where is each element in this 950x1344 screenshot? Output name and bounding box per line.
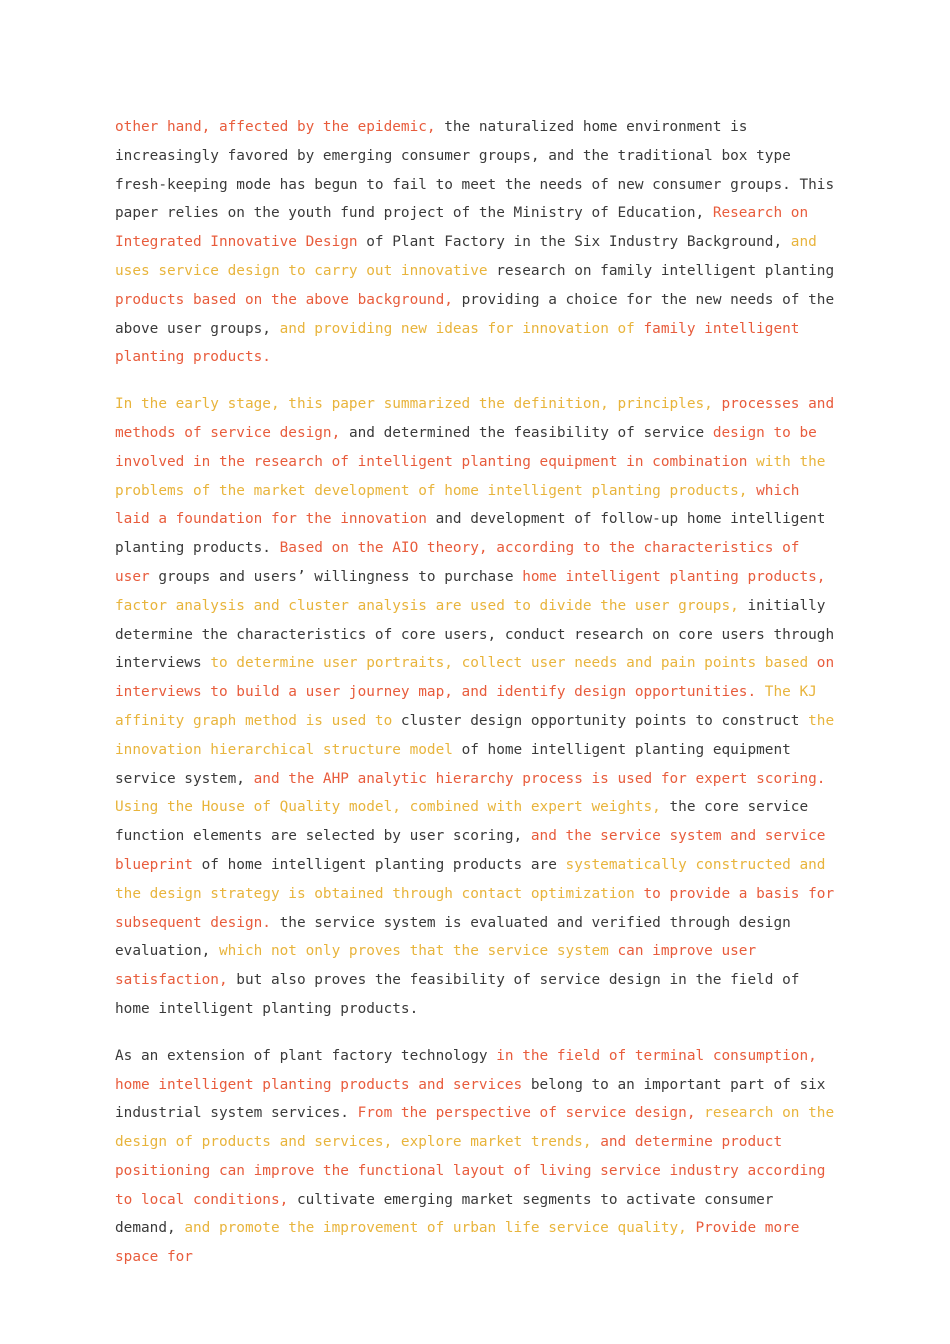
text-segment: products based on the above background, xyxy=(115,291,462,308)
text-segment: the innovation hierarchical structure model xyxy=(115,712,835,758)
text-segment: research on family intelligent planting xyxy=(496,262,835,279)
text-segment: of home intelligent planting products are xyxy=(201,856,566,873)
text-segment: and the AHP analytic hierarchy process is used for expert scoring. xyxy=(253,770,826,787)
text-segment: and the service system and service blueprint xyxy=(115,828,826,873)
text-segment: but also proves the feasibility of service design in the field of home intelligent planting products. xyxy=(115,972,800,1017)
text-segment: processes and methods of service design, xyxy=(115,396,835,441)
text-segment: research on the design of products and services, explore market trends, xyxy=(115,1105,835,1151)
text-segment: to provide a basis for subsequent design. xyxy=(115,885,835,931)
document-page xyxy=(115,113,835,1290)
text-segment: in the field of terminal consumption, home intelligent planting products and services xyxy=(115,1047,817,1093)
text-segment: of home intelligent planting equipment service system, xyxy=(115,741,791,787)
text-segment: design to be involved in the research of intelligent planting equipment in combination xyxy=(115,424,817,470)
text-segment: the service system is evaluated and verified through design evaluation, xyxy=(115,914,791,960)
paragraph-1 xyxy=(115,113,835,372)
text-segment: which not only proves that the service system xyxy=(218,943,618,960)
text-segment: the core service function elements are selected by user scoring, xyxy=(115,799,809,845)
text-segment: and determined the feasibility of service xyxy=(348,424,713,441)
text-segment: on interviews to build a user journey map, and identify design opportunities. xyxy=(115,655,835,701)
text-segment: family intelligent planting products. xyxy=(115,320,800,366)
text-segment: providing a choice for the new needs of the above user groups, xyxy=(115,291,835,337)
text-segment: to determine user portraits, collect user needs and pain points based xyxy=(210,655,817,672)
text-segment: factor analysis and cluster analysis are used to divide the user groups, xyxy=(115,597,748,614)
text-segment: and determine product positioning can improve the functional layout of living service industry according to local conditions, xyxy=(115,1134,826,1208)
paragraph-2 xyxy=(115,390,835,1024)
text-segment: cluster design opportunity points to construct xyxy=(400,712,809,729)
text-segment: of Plant Factory in the Six Industry Background, xyxy=(366,234,791,251)
paragraph-3 xyxy=(115,1042,835,1272)
text-segment: systematically constructed and the design strategy is obtained through contact optimization xyxy=(115,856,826,902)
text-segment: Provide more space for xyxy=(115,1220,800,1266)
text-segment: can improve user satisfaction, xyxy=(115,943,757,989)
text-segment: groups and users’ willingness to purchase xyxy=(158,568,523,585)
text-segment: home intelligent planting products, xyxy=(522,568,826,585)
text-segment: and promote the improvement of urban life service quality, xyxy=(184,1220,696,1237)
text-segment: From the perspective of service design, xyxy=(357,1105,705,1122)
text-segment: In the early stage, this paper summarized the definition, principles, xyxy=(115,396,722,413)
text-segment: Using the House of Quality model, combined with expert weights, xyxy=(115,799,670,816)
text-segment: Research on Integrated Innovative Design xyxy=(115,205,809,251)
text-segment: Based on the AIO theory, according to the characteristics of user xyxy=(115,540,800,585)
text-segment: cultivate emerging market segments to activate consumer demand, xyxy=(115,1191,774,1237)
text-segment: The KJ affinity graph method is used to xyxy=(115,684,817,729)
text-segment: which laid a foundation for the innovation xyxy=(115,482,800,528)
text-segment: and development of follow-up home intelligent planting products. xyxy=(115,511,826,557)
text-segment: and uses service design to carry out innovative xyxy=(115,234,817,279)
text-segment: As an extension of plant factory technology xyxy=(115,1047,497,1064)
text-segment: belong to an important part of six industrial system services. xyxy=(115,1076,826,1122)
text-segment: and providing new ideas for innovation of xyxy=(279,320,644,337)
text-segment: other hand, affected by the epidemic, xyxy=(115,119,445,135)
text-segment: initially determine the characteristics of core users, conduct research on core users through interviews xyxy=(115,597,835,672)
text-segment: the naturalized home environment is increasingly favored by emerging consumer groups, and the traditional box type fresh-keeping mode has begun to fail to meet the needs of new consumer groups. This paper relies on the youth fund project of the Ministry of Education, xyxy=(115,119,835,222)
text-segment: with the problems of the market development of home intelligent planting products, xyxy=(115,453,826,499)
